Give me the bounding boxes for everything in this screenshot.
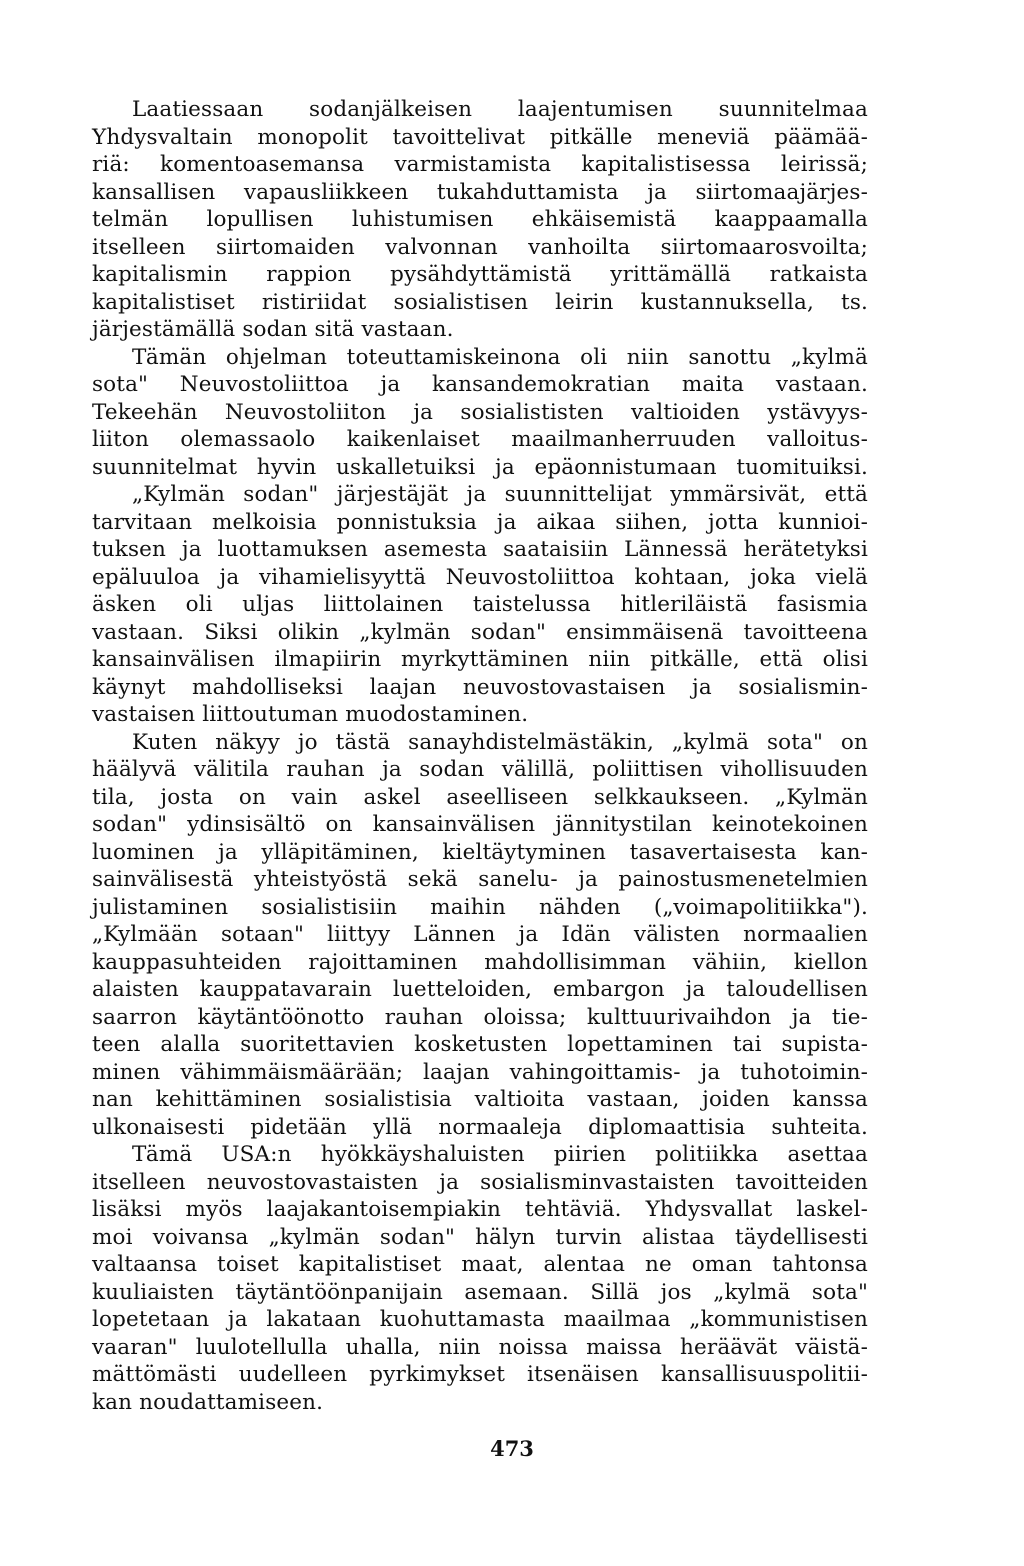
- text-line: kauppasuhteiden rajoittaminen mahdollisimman vähiin, kiellon: [92, 949, 868, 975]
- text-line: kansallisen vapausliikkeen tukahduttamista ja siirtomaajärjes-: [92, 179, 868, 205]
- text-line: kan noudattamiseen.: [92, 1389, 324, 1415]
- text-line: luominen ja ylläpitäminen, kieltäytyminen tasavertaisesta kan-: [92, 839, 868, 865]
- text-line: mättömästi uudelleen pyrkimykset itsenäisen kansallisuuspolitii-: [92, 1362, 868, 1387]
- text-line: Tekeehän Neuvostoliiton ja sosialististen valtioiden ystävyys-: [92, 399, 868, 425]
- text-line: äsken oli uljas liittolainen taistelussa hitleriläistä fasismia: [92, 592, 868, 617]
- text-line: Tämä USA:n hyökkäyshaluisten piirien politiikka asettaa: [132, 1142, 868, 1167]
- text-line: häälyvä välitila rauhan ja sodan välillä, poliittisen vihollisuuden: [92, 757, 868, 782]
- text-line: sainvälisestä yhteistyöstä sekä sanelu- ja painostusmenetelmien: [92, 867, 868, 892]
- text-line: sodan" ydinsisältö on kansainvälisen jännitystilan keinotekoinen: [92, 812, 868, 837]
- text-line: suunnitelmat hyvin uskalletuiksi ja epäonnistumaan tuomituiksi.: [92, 454, 868, 480]
- text-line: kansainvälisen ilmapiirin myrkyttäminen niin pitkälle, että olisi: [92, 647, 868, 672]
- page-number: 473: [490, 1436, 534, 1461]
- text-line: Tämän ohjelman toteuttamiskeinona oli niin sanottu „kylmä: [132, 344, 868, 370]
- text-line: kapitalismin rappion pysähdyttämistä yrittämällä ratkaista: [92, 262, 868, 287]
- text-line: alaisten kauppatavarain luetteloiden, embargon ja taloudellisen: [92, 977, 868, 1002]
- text-line: vastaisen liittoutuman muodostaminen.: [92, 702, 529, 727]
- text-line: itselleen siirtomaiden valvonnan vanhoilta siirtomaarosvoilta;: [92, 234, 868, 260]
- text-line: itselleen neuvostovastaisten ja sosialisminvastaisten tavoitteiden: [92, 1169, 868, 1195]
- text-line: moi voivansa „kylmän sodan" hälyn turvin alistaa täydellisesti: [92, 1224, 868, 1250]
- text-line: vastaan. Siksi olikin „kylmän sodan" ensimmäisenä tavoitteena: [92, 619, 868, 645]
- text-line: sota" Neuvostoliittoa ja kansandemokratian maita vastaan.: [92, 372, 868, 397]
- text-line: riä: komentoasemansa varmistamista kapitalistisessa leirissä;: [92, 152, 868, 177]
- text-line: Kuten näkyy jo tästä sanayhdistelmästäkin, „kylmä sota" on: [132, 729, 868, 755]
- text-line: saarron käytäntöönotto rauhan oloissa; kulttuurivaihdon ja tie-: [92, 1004, 868, 1030]
- text-line: valtaansa toiset kapitalistiset maat, alentaa ne oman tahtonsa: [92, 1252, 868, 1277]
- text-line: käynyt mahdolliseksi laajan neuvostovastaisen ja sosialismin-: [92, 674, 868, 700]
- text-line: lisäksi myös laajakantoisempiakin tehtäviä. Yhdysvallat laskel-: [92, 1197, 868, 1222]
- text-line: Laatiessaan sodanjälkeisen laajentumisen suunnitelmaa: [132, 97, 868, 122]
- text-line: liiton olemassaolo kaikenlaiset maailmanherruuden valloitus-: [92, 427, 868, 452]
- text-line: Yhdysvaltain monopolit tavoittelivat pitkälle meneviä päämää-: [92, 124, 868, 150]
- text-line: vaaran" luulotellulla uhalla, niin noissa maissa heräävät väistä-: [92, 1334, 868, 1360]
- text-line: epäluuloa ja vihamielisyyttä Neuvostoliittoa kohtaan, joka vielä: [92, 564, 868, 590]
- text-line: telmän lopullisen luhistumisen ehkäisemistä kaappaamalla: [92, 207, 868, 232]
- text-line: teen alalla suoritettavien kosketusten lopettaminen tai supista-: [92, 1032, 868, 1057]
- text-line: kapitalistiset ristiriidat sosialistisen leirin kustannuksella, ts.: [92, 289, 868, 315]
- text-line: tila, josta on vain askel aseelliseen selkkaukseen. „Kylmän: [92, 784, 868, 810]
- text-line: lopetetaan ja lakataan kuohuttamasta maailmaa „kommunistisen: [92, 1307, 868, 1332]
- text-line: „Kylmään sotaan" liittyy Lännen ja Idän välisten normaalien: [92, 922, 868, 947]
- text-line: nan kehittäminen sosialistisia valtioita vastaan, joiden kanssa: [92, 1087, 868, 1112]
- text-line: tarvitaan melkoisia ponnistuksia ja aikaa siihen, jotta kunnioi-: [92, 509, 868, 535]
- text-line: tuksen ja luottamuksen asemesta saataisiin Lännessä herätetyksi: [92, 537, 868, 562]
- text-line: „Kylmän sodan" järjestäjät ja suunnittelijat ymmärsivät, että: [132, 482, 868, 507]
- text-line: julistaminen sosialistisiin maihin nähden („voimapolitiikka").: [92, 894, 868, 920]
- text-line: järjestämällä sodan sitä vastaan.: [92, 317, 454, 342]
- body-text: [92, 96, 868, 1416]
- text-line: kuuliaisten täytäntöönpanijain asemaan. Sillä jos „kylmä sota": [92, 1279, 868, 1305]
- text-line: ulkonaisesti pidetään yllä normaaleja diplomaattisia suhteita.: [92, 1114, 868, 1140]
- text-line: minen vähimmäismäärään; laajan vahingoittamis- ja tuhotoimin-: [92, 1059, 868, 1085]
